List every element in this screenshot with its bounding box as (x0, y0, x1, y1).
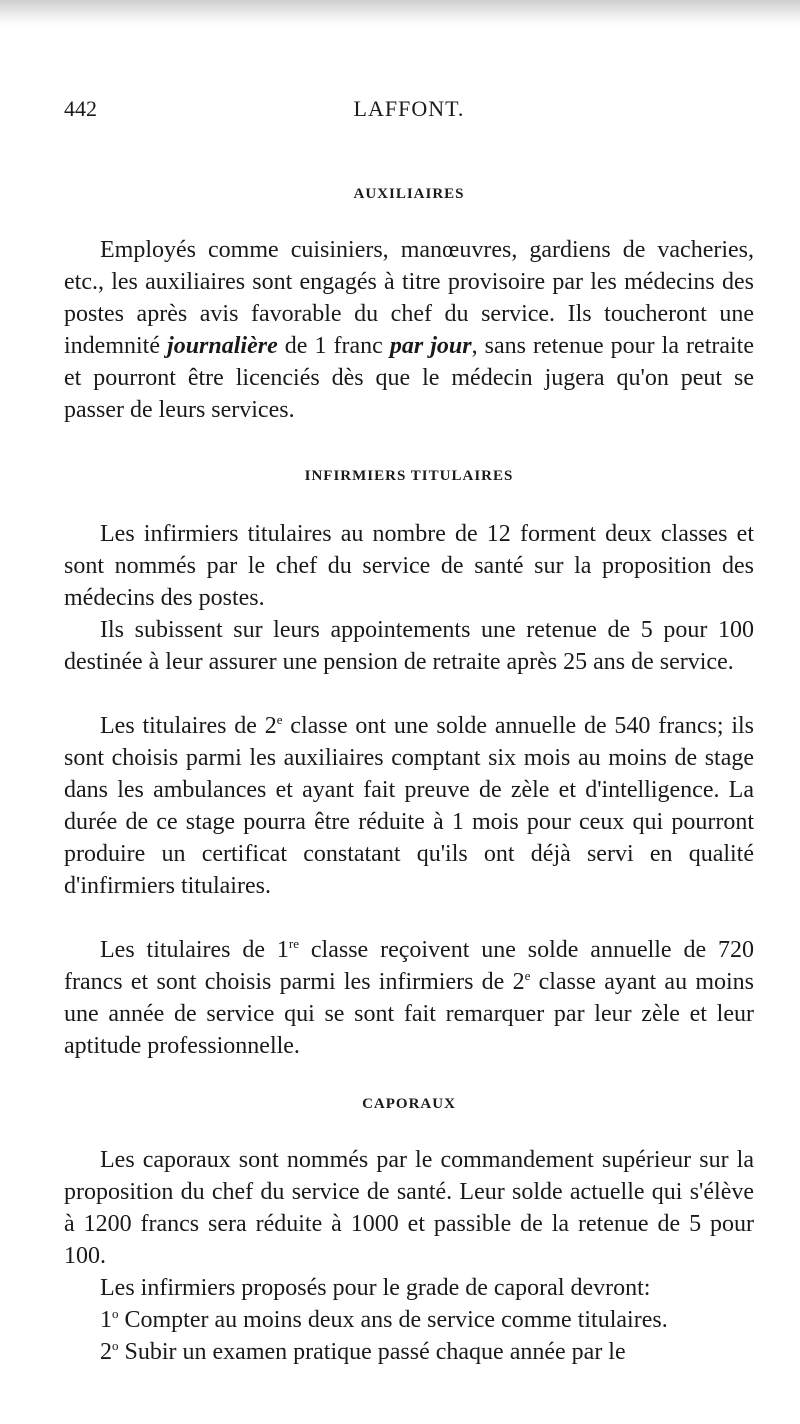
text-run: , sans retenue pour la retraite et pourront être licenciés dès que le médecin jugera qu'on peut se passer de leurs services. (64, 333, 754, 423)
text-run: classe ont une solde annuelle de 540 francs; ils sont choisis parmi les auxiliaires comptant six mois au moins de stage dans les ambulances et ayant fait preuve de zèle et d'intelligence. La durée de ce stage pourra être réduite à 1 mois pour ceux qui pourront produire un certificat constatant qu'ils ont déjà servi en qualité d'infirmiers titulaires. (64, 713, 755, 899)
scan-edge-shadow (0, 0, 800, 26)
section-title-auxiliaires: AUXILIAIRES (353, 186, 465, 202)
text-run: de 1 franc (277, 333, 390, 359)
running-head: LAFFONT. (353, 96, 465, 121)
superscript: o (112, 1306, 119, 1321)
superscript: e (524, 968, 531, 983)
list-text: Subir un examen pratique passé chaque année par le (118, 1339, 626, 1365)
superscript: re (288, 936, 300, 951)
paragraph-infirmiers-2: Ils subissent sur leurs appointements une retenue de 5 pour 100 destinée à leur assurer une pension de retraite après 25 ans de service. (64, 617, 754, 675)
paragraph-infirmiers-4 (64, 934, 754, 1062)
page-header (64, 96, 754, 136)
paragraph-caporaux-2: Les infirmiers proposés pour le grade de caporal devront: (100, 1275, 651, 1301)
paragraph-infirmiers-3 (64, 710, 754, 902)
section-title-caporaux: CAPORAUX (362, 1096, 456, 1112)
paragraph-infirmiers-1: Les infirmiers titulaires au nombre de 12 forment deux classes et sont nommés par le chef du service de santé sur la proposition des médecins des postes. (64, 521, 754, 611)
paragraph-caporaux-1: Les caporaux sont nommés par le commandement supérieur sur la proposition du chef du service de santé. Leur solde actuelle qui s'élève à 1200 francs sera réduite à 1000 et passible de la retenue de 5 pour 100. (64, 1147, 754, 1269)
text-run: Employés comme cuisiniers, manœuvres, gardiens de vacheries, etc., les auxiliaires sont engagés à titre provisoire par les médecins des postes après avis favorable du chef du service. Ils toucheront une indemnité (64, 237, 754, 359)
paragraph-auxiliaires (64, 234, 754, 426)
italic-text: par jour (389, 333, 472, 359)
superscript: e (276, 712, 283, 727)
list-number: 1 (100, 1307, 112, 1333)
text-run: Les titulaires de 1 (100, 937, 289, 963)
page-number: 442 (64, 96, 97, 121)
list-number: 2 (100, 1339, 112, 1365)
section-title-infirmiers: INFIRMIERS TITULAIRES (304, 468, 514, 484)
text-run: classe reçoivent une solde annuelle de 720 francs et sont choisis parmi les infirmiers de 2 (64, 937, 754, 995)
superscript: o (112, 1338, 119, 1353)
list-item (64, 1336, 754, 1368)
list-text: Compter au moins deux ans de service comme titulaires. (118, 1307, 668, 1333)
list-item (64, 1304, 754, 1336)
text-run: classe ayant au moins une année de service qui se sont fait remarquer par leur zèle et leur aptitude professionnelle. (64, 969, 754, 1059)
italic-text: journalière (167, 333, 278, 359)
text-run: Les titulaires de 2 (100, 713, 277, 739)
